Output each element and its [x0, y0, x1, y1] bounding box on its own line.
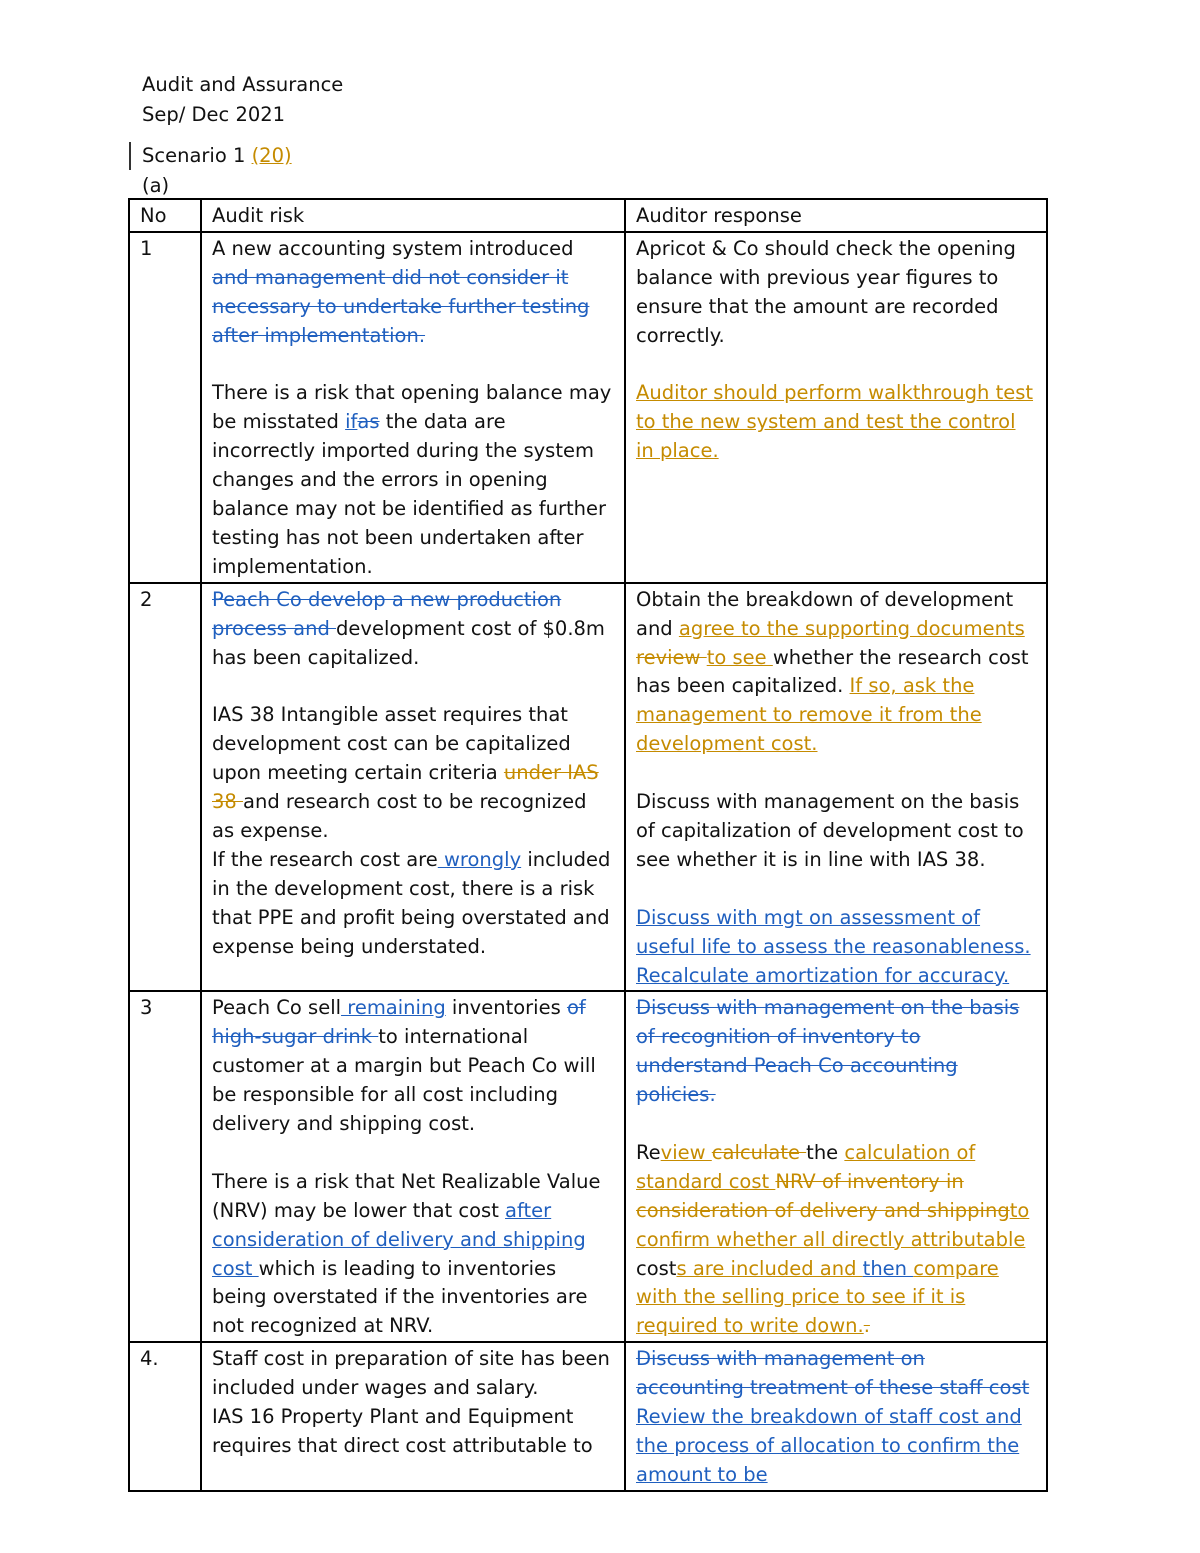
inserted-text: if [345, 410, 358, 434]
inserted-text: compare with the selling price to see if it is required to write down. [636, 1256, 999, 1338]
scenario-label: Scenario 1 [142, 144, 246, 167]
audit-risk-cell: Peach Co sell remaining inventories of high-sugar drink to international customer at a margin but Peach Co will be responsible for all cost including delivery and shipping cost. There is a risk that Net Realizable Value (NRV) may be lower that cost after consideration of delivery and shipping cost which is leading to inventories being overstated if the inventories are not recognized at NRV. [201, 991, 625, 1342]
deleted-text: of high-sugar drink [212, 996, 586, 1049]
change-bar [129, 142, 131, 170]
deleted-text: review [636, 645, 707, 669]
audit-risk-table [128, 198, 1048, 1492]
inserted-text: wrongly [437, 847, 522, 871]
table-row [129, 583, 1047, 992]
inserted-text: to confirm whether all directly attributable [636, 1198, 1030, 1251]
audit-risk-cell: Peach Co develop a new production process and development cost of $0.8m has been capitalized. IAS 38 Intangible asset requires that development cost can be capitalized upon meeting certain criteria under IAS 38 and research cost to be recognized as expense. If the research cost are wrongly included in the development cost, there is a risk that PPE and profit being overstated and expense being understated. [201, 583, 625, 992]
inserted-text: calculation of standard cost [636, 1140, 976, 1193]
inserted-text: remaining [341, 996, 446, 1020]
header-no: No [129, 199, 201, 232]
inserted-text: agree to the supporting documents [678, 616, 1025, 640]
inserted-text: Discuss with mgt on assessment of useful life to assess the reasonableness. [636, 905, 1031, 958]
table-row [129, 232, 1047, 583]
inserted-text: Review the breakdown of staff cost and the process of allocation to confirm the amount to be [636, 1405, 1022, 1486]
deleted-text: under IAS 38 [212, 761, 599, 814]
table-header-row [129, 199, 1047, 232]
inserted-text: after consideration of delivery and shipping cost [212, 1198, 586, 1280]
inserted-text: Recalculate amortization for accuracy. [636, 963, 1010, 987]
inserted-text: s are included and [676, 1256, 863, 1280]
inserted-text: then [862, 1256, 914, 1280]
table-row [129, 1342, 1047, 1491]
inserted-text: If so, ask the management to remove it from the development cost. [636, 674, 982, 756]
row-number: 1 [129, 232, 201, 583]
row-number: 4. [129, 1342, 201, 1491]
deleted-text: and management did not consider it necessary to undertake further testing after implementation. [212, 265, 590, 347]
inserted-text: to see [706, 645, 773, 669]
header-auditor-response: Auditor response [625, 199, 1047, 232]
scenario-heading [142, 146, 292, 166]
auditor-response-cell [625, 1342, 1047, 1491]
deleted-text: Peach Co develop a new production process and [212, 587, 562, 640]
header-audit-risk: Audit risk [201, 199, 625, 232]
inserted-text: Auditor should perform walkthrough test to the new system and test the control in place. [636, 381, 1034, 463]
auditor-response-cell: Obtain the breakdown of development and agree to the supporting documents review to see whether the research cost has been capitalized. If so, ask the management to remove it from the development cost. Discuss with management on the basis of capitalization of development cost to see whether it is in line with IAS 38. Discuss with mgt on assessment of useful life to assess the reasonableness. Recalculate amortization for accuracy. [625, 583, 1047, 992]
row-number: 2 [129, 583, 201, 992]
audit-risk-cell: A new accounting system introduced and management did not consider it necessary to undertake further testing after implementation. There is a risk that opening balance may be misstated ifas the data are incorrectly imported during the system changes and the errors in opening balance may not be identified as further testing has not been undertaken after implementation. [201, 232, 625, 583]
audit-risk-cell: Staff cost in preparation of site has been included under wages and salary. IAS 16 Property Plant and Equipment requires that direct cost attributable to [201, 1342, 625, 1491]
deleted-text: as [357, 410, 380, 434]
deleted-text: Discuss with management on the basis of recognition of inventory to understand Peach Co accounting policies. [636, 996, 1020, 1107]
deleted-text: Discuss with management on accounting treatment of these staff cost [636, 1347, 1030, 1400]
doc-title: Audit and Assurance [142, 73, 344, 96]
deleted-text: . [863, 1314, 870, 1338]
deleted-text: NRV of inventory in consideration of delivery and shipping [636, 1169, 1010, 1222]
doc-date: Sep/ Dec 2021 [142, 103, 286, 126]
auditor-response-cell: Apricot & Co should check the opening balance with previous year figures to ensure that the amount are recorded correctly. Auditor should perform walkthrough test to the new system and test the control in place. [625, 232, 1047, 583]
row-number: 3 [129, 991, 201, 1342]
auditor-response-cell: Discuss with management on the basis of recognition of inventory to understand Peach Co accounting policies. Review calculate the calculation of standard cost NRV of inventory in consideration of delivery and shippingto confirm whether all directly attributable costs are included and then compare with the selling price to see if it is required to write down.. [625, 991, 1047, 1342]
table-row [129, 991, 1047, 1342]
deleted-text: calculate [711, 1140, 807, 1164]
inserted-text: view [660, 1140, 712, 1164]
scenario-marks: (20) [251, 144, 292, 167]
part-label: (a) [142, 174, 170, 197]
